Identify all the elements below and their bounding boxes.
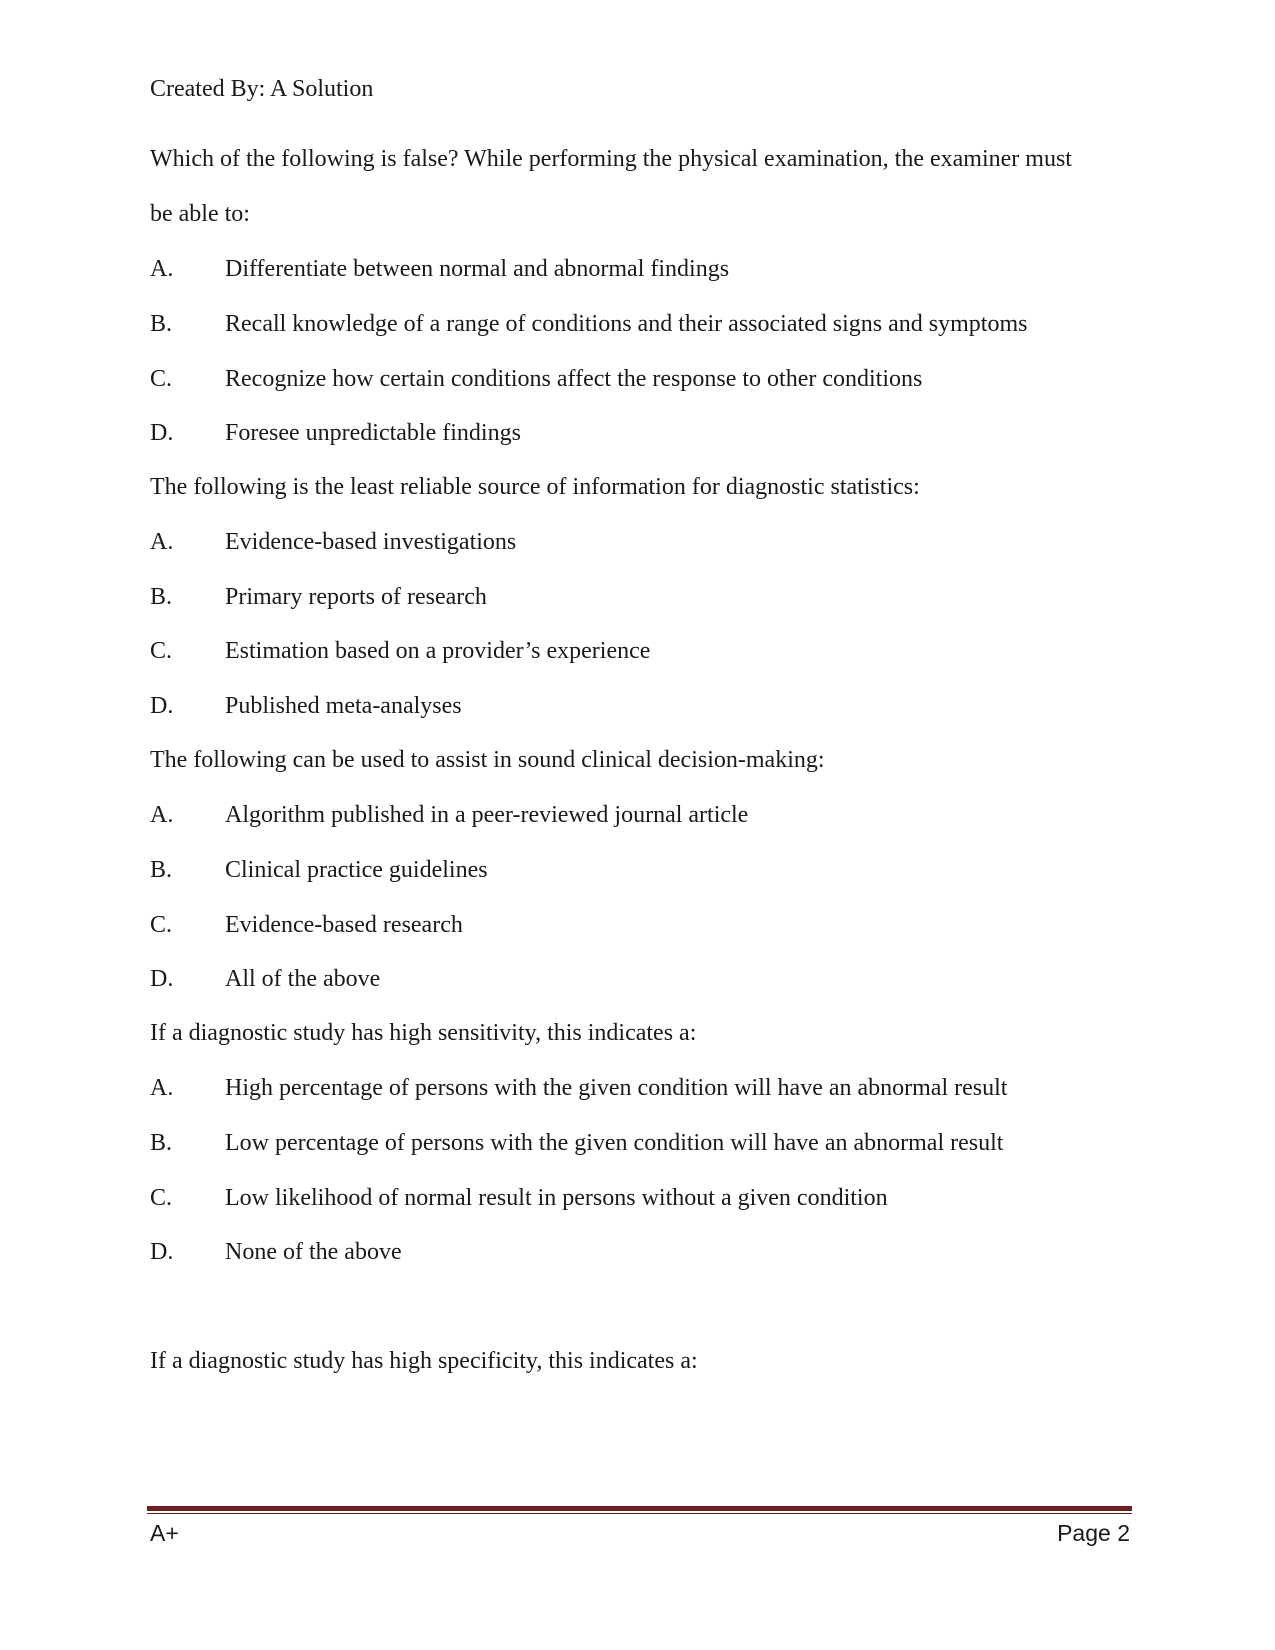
question-1-option-b-text: Recall knowledge of a range of conditions and their associated signs and symptoms bbox=[225, 311, 1028, 337]
question-2-option-c-text: Estimation based on a provider’s experience bbox=[225, 638, 651, 664]
question-3-option-b-letter: B. bbox=[150, 857, 173, 883]
question-2-option-d-text: Published meta-analyses bbox=[225, 693, 462, 719]
page-number: Page 2 bbox=[1057, 1520, 1130, 1546]
question-3-option-c-text: Evidence-based research bbox=[225, 912, 463, 938]
footer-grade: A+ bbox=[150, 1520, 179, 1546]
question-3-option-c-letter: C. bbox=[150, 912, 173, 938]
question-4-option-a-text: High percentage of persons with the given condition will have an abnormal result bbox=[225, 1075, 1008, 1101]
question-1-option-a-text: Differentiate between normal and abnormal findings bbox=[225, 256, 730, 282]
question-1-option-d-letter: D. bbox=[150, 420, 174, 446]
question-2-stem: The following is the least reliable source of information for diagnostic statistics: bbox=[150, 474, 920, 500]
question-4-option-b-letter: B. bbox=[150, 1130, 173, 1156]
question-1-option-b-letter: B. bbox=[150, 311, 173, 337]
question-1-stem-line-1: Which of the following is false? While performing the physical examination, the examiner must bbox=[150, 146, 1072, 172]
question-3-option-a-letter: A. bbox=[150, 802, 174, 828]
question-4-option-c-letter: C. bbox=[150, 1185, 173, 1211]
question-3-option-d-text: All of the above bbox=[225, 966, 381, 992]
question-4-option-c-text: Low likelihood of normal result in persons without a given condition bbox=[225, 1185, 888, 1211]
question-1-option-d-text: Foresee unpredictable findings bbox=[225, 420, 521, 446]
question-3-option-d-letter: D. bbox=[150, 966, 174, 992]
question-2-option-c-letter: C. bbox=[150, 638, 173, 664]
footer-rule-thin bbox=[147, 1513, 1132, 1514]
question-4-option-d-letter: D. bbox=[150, 1239, 174, 1265]
question-1-option-c-letter: C. bbox=[150, 366, 173, 392]
question-3-stem: The following can be used to assist in sound clinical decision-making: bbox=[150, 747, 825, 773]
question-3-option-a-text: Algorithm published in a peer-reviewed journal article bbox=[225, 802, 749, 828]
question-4-stem: If a diagnostic study has high sensitivity, this indicates a: bbox=[150, 1020, 697, 1046]
question-4-option-d-text: None of the above bbox=[225, 1239, 402, 1265]
question-2-option-b-letter: B. bbox=[150, 584, 173, 610]
question-2-option-a-letter: A. bbox=[150, 529, 174, 555]
question-2-option-b-text: Primary reports of research bbox=[225, 584, 487, 610]
question-2-option-a-text: Evidence-based investigations bbox=[225, 529, 517, 555]
question-2-option-d-letter: D. bbox=[150, 693, 174, 719]
footer-rule bbox=[147, 1506, 1132, 1511]
question-4-option-b-text: Low percentage of persons with the given condition will have an abnormal result bbox=[225, 1130, 1004, 1156]
created-by-header: Created By: A Solution bbox=[150, 76, 374, 102]
question-4-option-a-letter: A. bbox=[150, 1075, 174, 1101]
question-1-stem-line-2: be able to: bbox=[150, 201, 250, 227]
question-5-stem: If a diagnostic study has high specificity, this indicates a: bbox=[150, 1348, 698, 1374]
question-1-option-c-text: Recognize how certain conditions affect the response to other conditions bbox=[225, 366, 923, 392]
question-1-option-a-letter: A. bbox=[150, 256, 174, 282]
question-3-option-b-text: Clinical practice guidelines bbox=[225, 857, 488, 883]
